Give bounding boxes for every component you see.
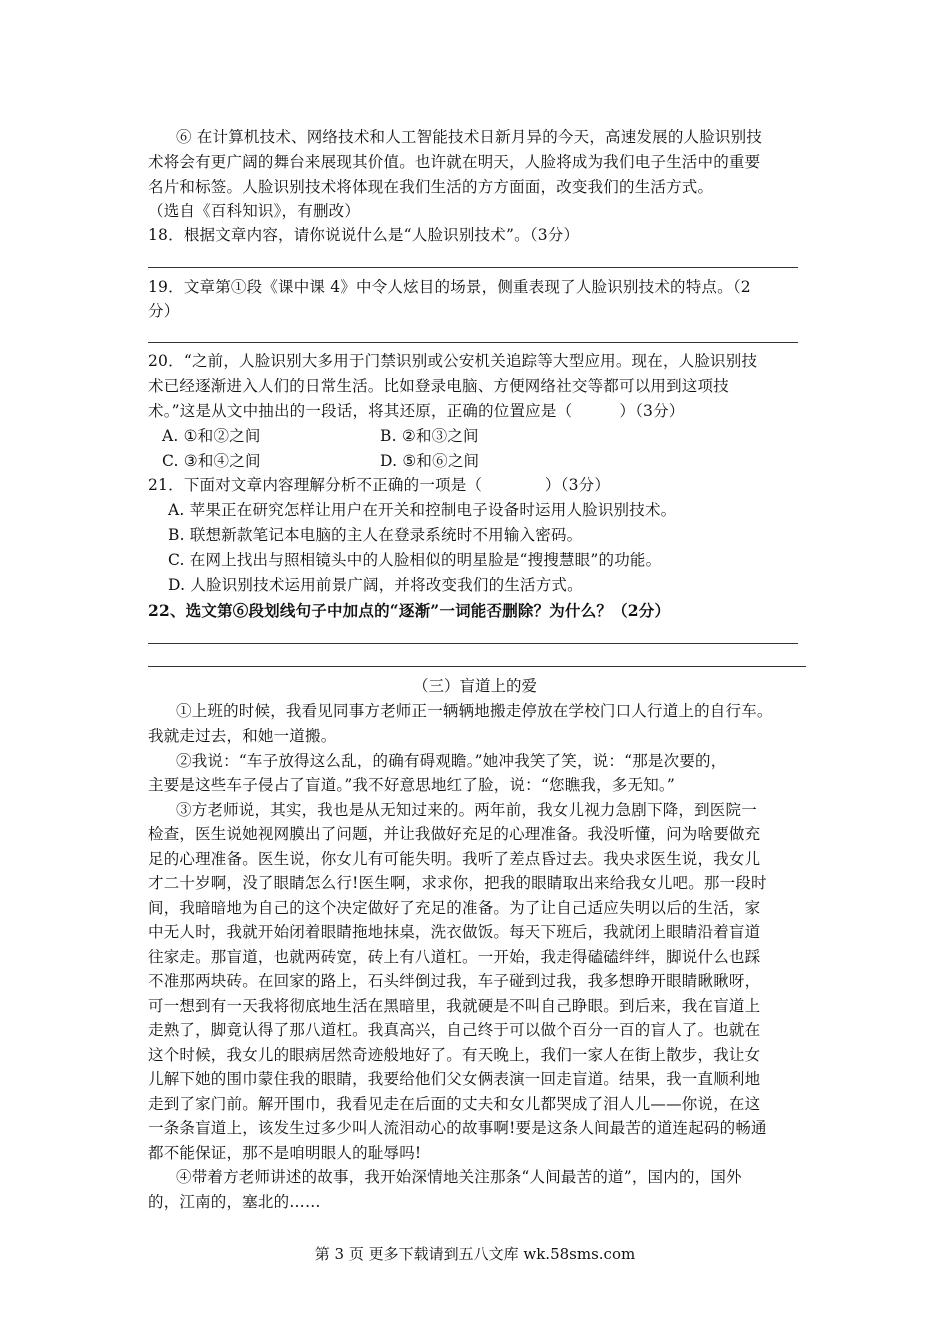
answer-line-22a: [148, 643, 798, 644]
passage-3-line: 往家走。那盲道，也就两砖宽，砖上有八道杠。一开始，我走得磕磕绊绊，脚说什么也踩: [148, 948, 761, 966]
question-22: 22、选文第⑥段划线句子中加点的“逐渐”一词能否删除？为什么？（2分）: [148, 601, 671, 620]
passage-3-line: 不准那两块砖。在回家的路上，石头绊倒过我，车子碰到过我，我多想睁开眼睛瞅瞅呀，: [148, 972, 761, 990]
q20-option-b: B. ②和③之间: [380, 427, 479, 445]
passage-3-line: 都不能保证，那不是咱明眼人的耻辱吗!: [148, 1144, 422, 1162]
passage-3-line: 才二十岁啊，没了眼睛怎么行!医生啊，求求你，把我的眼睛取出来给我女儿吧。那一段时: [148, 874, 767, 892]
passage-paragraph-6-line-2: 术将会有更广阔的舞台来展现其价值。也许就在明天，人脸将成为我们电子生活中的重要: [148, 153, 761, 171]
answer-line-19: [148, 342, 798, 343]
question-20-line-3: 术。”这是从文中抽出的一段话，将其还原，正确的位置应是（ ）（3分）: [148, 402, 685, 420]
question-19-line-2: 分）: [148, 302, 180, 320]
answer-line-22b: [148, 666, 806, 667]
q21-option-b: B. 联想新款笔记本电脑的主人在登录系统时不用输入密码。: [168, 526, 583, 544]
passage-3-line: 中无人时，我就开始闭着眼睛拖地抹桌，洗衣做饭。每天下班后，我就闭上眼睛沿着盲道: [148, 923, 761, 941]
question-20-line-1: 20．“之前，人脸识别大多用于门禁识别或公安机关追踪等大型应用。现在，人脸识别技: [148, 352, 758, 370]
passage-3-title: （三）盲道上的爱: [412, 677, 537, 695]
q21-option-a: A. 苹果正在研究怎样让用户在开关和控制电子设备时运用人脸识别技术。: [168, 501, 677, 519]
page-footer: 第 3 页 更多下载请到五八文库 wk.58sms.com: [314, 1245, 636, 1263]
question-18: 18．根据文章内容，请你说说什么是“人脸识别技术”。（3分）: [148, 226, 580, 244]
question-19-line-1: 19．文章第①段《课中课 4》中令人炫目的场景，侧重表现了人脸识别技术的特点。（2: [148, 278, 751, 296]
passage-3-line: 儿解下她的围巾蒙住我的眼睛，我要给他们父女俩表演一回走盲道。结果，我一直顺利地: [148, 1070, 761, 1088]
passage-paragraph-6-line-3: 名片和标签。人脸识别技术将体现在我们生活的方方面面，改变我们的生活方式。: [148, 178, 714, 196]
passage-3-line: ②我说：“车子放得这么乱，的确有碍观瞻。”她冲我笑了笑，说：“那是次要的，: [176, 752, 727, 770]
passage-3-line: ③方老师说，其实，我也是从无知过来的。两年前，我女儿视力急剧下降，到医院一: [176, 801, 757, 819]
passage-3-line: ①上班的时候，我看见同事方老师正一辆辆地搬走停放在学校门口人行道上的自行车。: [176, 702, 773, 720]
q21-option-d: D. 人脸识别技术运用前景广阔，并将改变我们的生活方式。: [168, 576, 583, 594]
question-20-line-2: 术已经逐渐进入人们的日常生活。比如登录电脑、方便网络社交等都可以用到这项技: [148, 377, 729, 395]
passage-3-line: 检查，医生说她视网膜出了问题，并让我做好充足的心理准备。我没听懂，问为啥要做充: [148, 825, 761, 843]
passage-3-line: 间，我暗暗地为自己的这个决定做好了充足的准备。为了让自己适应失明以后的生活，家: [148, 899, 761, 917]
passage-3-line: 走熟了，脚竟认得了那八道杠。我真高兴，自己终于可以做个百分一百的盲人了。也就在: [148, 1021, 761, 1039]
passage-3-line: 主要是这些车子侵占了盲道。”我不好意思地红了脸，说：“您瞧我，多无知。”: [148, 776, 675, 794]
answer-line-18: [148, 267, 798, 268]
source-note: （选自《百科知识》，有删改）: [148, 202, 361, 220]
q20-option-d: D. ⑤和⑥之间: [380, 452, 480, 470]
passage-3-line: 这个时候，我女儿的眼病居然奇迹般地好了。有天晚上，我们一家人在街上散步，我让女: [148, 1046, 761, 1064]
passage-3-line: 可一想到有一天我将彻底地生活在黑暗里，我就硬是不叫自己睁眼。到后来，我在盲道上: [148, 997, 761, 1015]
passage-3-line: 我就走过去，和她一道搬。: [148, 727, 337, 745]
q21-option-c: C. 在网上找出与照相镜头中的人脸相似的明星脸是“搜搜慧眼”的功能。: [168, 551, 662, 569]
passage-3-line: 的，江南的，塞北的……: [148, 1193, 321, 1211]
q20-option-c: C. ③和④之间: [162, 452, 261, 470]
passage-3-line: 走到了家门前。解开围巾，我看见走在后面的丈夫和女儿都哭成了泪人儿——你说，在这: [148, 1095, 761, 1113]
question-21: 21．下面对文章内容理解分析不正确的一项是（ ）（3分）: [148, 476, 611, 494]
passage-3-line: ④带着方老师讲述的故事，我开始深情地关注那条“人间最苦的道”，国内的，国外: [176, 1168, 742, 1186]
passage-paragraph-6-line-1: ⑥ 在计算机技术、网络技术和人工智能技术日新月异的今天，高速发展的人脸识别技: [176, 128, 763, 146]
q20-option-a: A. ①和②之间: [162, 427, 261, 445]
passage-3-line: 一条条盲道上，该发生过多少叫人流泪动心的故事啊!要是这条人间最苦的道连起码的畅通: [148, 1119, 767, 1137]
passage-3-line: 足的心理准备。医生说，你女儿有可能失明。我听了差点昏过去。我央求医生说，我女儿: [148, 850, 761, 868]
